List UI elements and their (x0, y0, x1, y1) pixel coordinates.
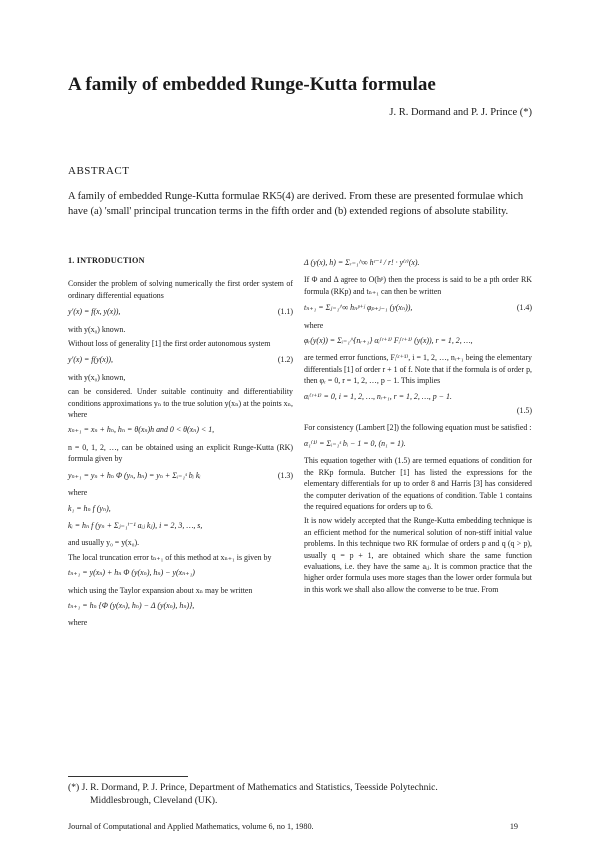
section-heading-introduction: 1. INTRODUCTION (68, 256, 145, 265)
paper-authors: J. R. Dormand and P. J. Prince (*) (389, 107, 532, 118)
footnote-divider (68, 776, 188, 777)
equation-body: yₙ₊₁ = yₙ + hₙ Φ (yₙ, hₙ) = yₙ + Σᵢ₌₁ˢ bᵢ kᵢ (68, 470, 201, 480)
equation-error-function: φᵣ(y(x)) = Σᵢ₌₁^{nᵣ₊₁} αᵢ⁽ʳ⁺¹⁾ Fᵢ⁽ʳ⁺¹⁾ (y(x)), r = 1, 2, …, (304, 336, 473, 346)
paragraph: Consider the problem of solving numerically the first order system of ordinary differential equations (68, 279, 293, 300)
paragraph: n = 0, 1, 2, …, can be obtained using an explicit Runge-Kutta (RK) formula given by (68, 442, 293, 464)
equation-consistency: α₁⁽¹⁾ = Σᵢ₌₁ˢ bᵢ − 1 = 0, (n₁ = 1). (304, 438, 406, 448)
footnote-line: Middlesbrough, Cleveland (UK). (90, 795, 218, 806)
paragraph: can be considered. Under suitable continuity and differentiability conditions approximations yₙ to the true solution y(xₙ) at the points xₙ, where (68, 387, 294, 420)
paragraph: which using the Taylor expansion about xₙ may be written (68, 585, 253, 595)
equation-1-5-body: αᵢ⁽ʳ⁺¹⁾ = 0, i = 1, 2, …, nᵣ₊₁, r = 1, 2, …, p − 1. (304, 391, 452, 401)
footnote (68, 781, 532, 807)
equation-truncation: tₙ₊₁ = y(xₙ) + hₙ Φ (y(xₙ), hₙ) − y(xₙ₊₁) (68, 568, 195, 578)
paragraph: where (304, 320, 324, 330)
equation-number: (1.5) (516, 406, 532, 416)
paragraph: are termed error functions, Fᵢ⁽ʳ⁺¹⁾, i = 1, 2, …, nᵣ₊₁ being the elementary differentials [1] of order r + 1 of f. Note that if the formula is of order p, then φᵣ = 0, r = 1, 2, …, p − 1. This implies (304, 353, 532, 386)
equation-1-1 (68, 306, 293, 317)
paragraph: It is now widely accepted that the Runge-Kutta embedding technique is an efficient method for the numerical solution of non-stiff initial value problems. In this technique two RK formulae of orders p and q (q > p), usually q = p + 1, are obtained which share the same function evaluations, i.e. they have the same aᵢⱼ. It is common practice that the higher order formula uses more stages than the lower order formula but in this work we shall also allow the converse to be true. From (304, 516, 532, 594)
paragraph: and usually y₀ = y(x₀). (68, 538, 140, 548)
equation-delta: Δ (y(x), h) = Σᵣ₌₁^∞ hʳ⁻¹ / r! · y⁽ʳ⁾(x). (304, 258, 420, 267)
equation-number: (1.1) (277, 307, 293, 317)
equation-step-points: xₙ₊₁ = xₙ + hₙ, hₙ = θ(xₙ)h and 0 < θ(xₙ) < 1, (68, 425, 215, 435)
equation-taylor: tₙ₊₁ = hₙ {Φ (y(xₙ), hₙ) − Δ (y(xₙ), hₙ)}, (68, 600, 195, 610)
paragraph: where (68, 618, 88, 628)
equation-1-4 (304, 302, 532, 313)
paragraph: with y(x₀) known, (68, 372, 126, 382)
abstract-text: A family of embedded Runge-Kutta formulae RK5(4) are derived. From these are presented formulae which have (a) 'small' principal truncation terms in the fifth order and (b) extended regions of absolute stability. (68, 191, 524, 217)
equation-1-2 (68, 354, 293, 365)
paper-title: A family of embedded Runge-Kutta formulae (68, 74, 436, 95)
paragraph: This equation together with (1.5) are termed equations of condition for the RKp formula. Butcher [1] has listed the expressions for the elementary differentials for up to order 8 and Harris [3] has considered the computer derivation of the equations of condition. Table 1 contains the required equations for orders up to 6. (304, 456, 532, 511)
equation-body: y′(x) = f(x, y(x)), (68, 307, 121, 317)
equation-body: y′(x) = f(y(x)), (68, 355, 113, 365)
paragraph: where (68, 488, 88, 498)
right-column (304, 253, 532, 598)
equation-k1: k₁ = hₙ f (yₙ), (68, 503, 111, 513)
equation-1-3 (68, 470, 293, 481)
paragraph: For consistency (Lambert [2]) the following equation must be satisfied : (304, 423, 532, 433)
page-number: 19 (509, 822, 518, 831)
footnote-line: (*) J. R. Dormand, P. J. Prince, Department of Mathematics and Statistics, Teesside Polytechnic. (68, 782, 438, 793)
journal-footer: Journal of Computational and Applied Mathematics, volume 6, no 1, 1980. (68, 822, 314, 831)
equation-number: (1.3) (277, 470, 293, 480)
equation-ki: kᵢ = hₙ f (yₙ + Σⱼ₌₁ⁱ⁻¹ aᵢⱼ kⱼ), i = 2, 3, …, s, (68, 520, 203, 530)
equation-body: tₙ₊₁ = Σⱼ₌₁^∞ hₙᵖ⁺ʲ φₚ₊ⱼ₋₁ (y(xₙ)), (304, 303, 413, 313)
equation-number: (1.2) (277, 355, 293, 365)
equation-number: (1.4) (516, 303, 532, 313)
abstract-heading: ABSTRACT (68, 165, 130, 177)
paragraph: Without loss of generality [1] the first order autonomous system (68, 339, 271, 349)
paragraph: with y(x₀) known. (68, 324, 126, 334)
left-column (68, 255, 293, 632)
paragraph: The local truncation error tₙ₊₁ of this method at xₙ₊₁ is given by (68, 552, 272, 562)
equation-1-5 (304, 405, 532, 416)
paragraph: If Φ and Δ agree to O(hᵖ) then the process is said to be a pth order RK formula (RKp) and tₙ₊₁ can then be written (304, 275, 532, 296)
